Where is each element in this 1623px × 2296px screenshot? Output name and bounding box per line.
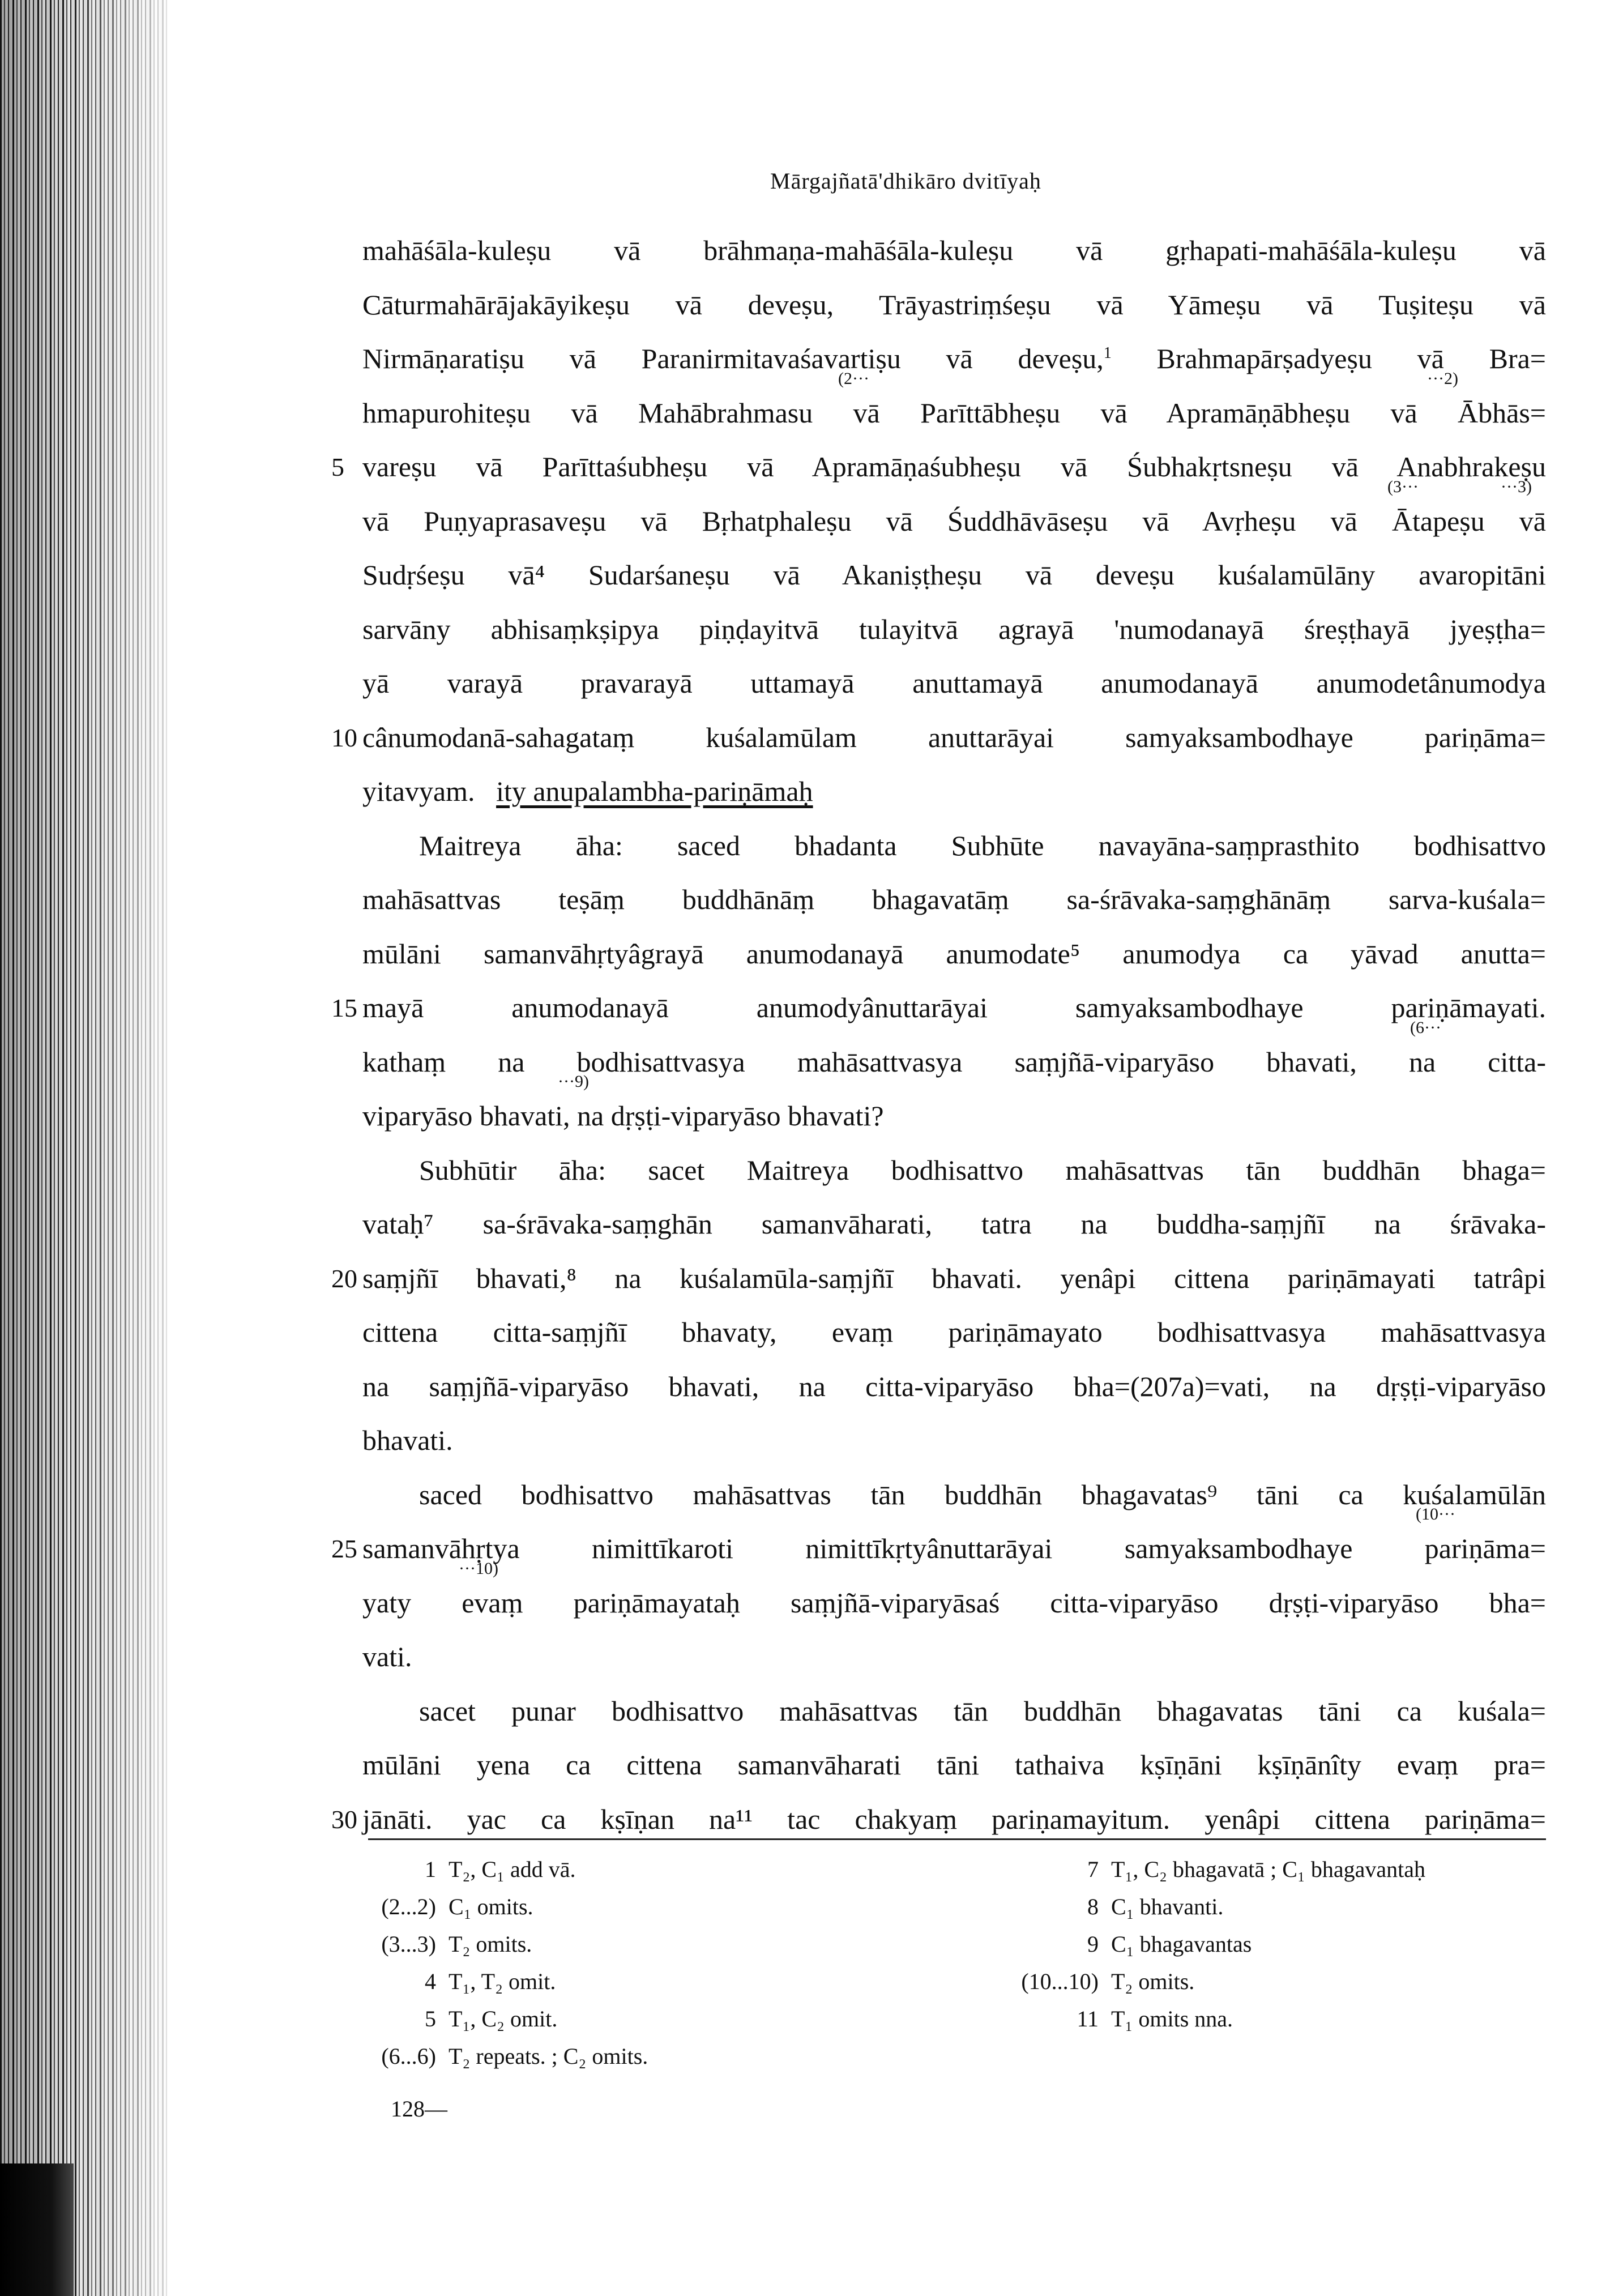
footnote: 7 T₁, C₂ bhagavatā ; C₁ bhagavantaḥ xyxy=(1087,1857,1425,1882)
text-line: 25 (10··· samanvāhṛtya nimittīkaroti nimittīkṛtyânuttarāyai samyaksambodhaye pariṇāma= xyxy=(362,1522,1546,1576)
footnote: 1 T₂, C₁ add vā. xyxy=(425,1857,576,1882)
text-line: mūlāni yena ca cittena samanvāharati tāni tathaiva kṣīṇāni kṣīṇānîty evaṃ pra= xyxy=(362,1749,1546,1781)
footnote: (6...6) T₂ repeats. ; C₂ omits. xyxy=(381,2043,648,2069)
text-line: Subhūtir āha: sacet Maitreya bodhisattvo mahāsattvas tān buddhān bhaga= xyxy=(419,1154,1546,1186)
variant-mark: ···10) xyxy=(459,1559,498,1578)
variant-mark: (6··· xyxy=(1410,1018,1441,1037)
text-line: Sudṛśeṣu vā⁴ Sudarśaneṣu vā Akaniṣṭheṣu vā deveṣu kuśalamūlāny avaropitāni xyxy=(362,559,1546,591)
text-line: ···9) viparyāso bhavati, na dṛṣṭi-viparyāso bhavati? xyxy=(362,1072,884,1132)
text-line: yā varayā pravarayā uttamayā anuttamayā anumodanayā anumodetânumodya xyxy=(362,667,1546,699)
text-line: saced bodhisattvo mahāsattvas tān buddhān bhagavatas⁹ tāni ca kuśalamūlān xyxy=(419,1478,1546,1510)
line-number: 15 xyxy=(331,993,357,1022)
text-line: (3··· ···3) vā Puṇyaprasaveṣu vā Bṛhatphaleṣu vā Śuddhāvāseṣu vā Avṛheṣu vā Ātapeṣu vā xyxy=(362,477,1546,537)
text-line: 20 saṃjñī bhavati,⁸ na kuśalamūla-saṃjñī bhavati. yenâpi cittena pariṇāmayati tatrâpi xyxy=(362,1252,1546,1306)
text-line: yitavyam. ity anupalambha-pariṇāmaḥ xyxy=(362,775,813,807)
footnote: (10...10) T₂ omits. xyxy=(1021,1969,1195,1994)
text-line: cittena citta-saṃjñī bhavaty, evaṃ pariṇāmayato bodhisattvasya mahāsattvasya xyxy=(362,1316,1546,1348)
line-number: 5 xyxy=(331,453,344,481)
footnote: 9 C₁ bhagavantas xyxy=(1087,1931,1252,1957)
text-line: 30 jānāti. yac ca kṣīṇan na¹¹ tac chakyaṃ pariṇamayitum. yenâpi cittena pariṇāma= xyxy=(362,1793,1546,1847)
text-line: vati. xyxy=(362,1641,412,1672)
footnote: 4 T₁, T₂ omit. xyxy=(425,1969,556,1994)
line-number: 20 xyxy=(331,1264,357,1293)
text-line: Cāturmahārājakāyikeṣu vā deveṣu, Trāyastriṃśeṣu vā Yāmeṣu vā Tuṣiteṣu vā xyxy=(362,288,1546,321)
text-line: mūlāni samanvāhṛtyâgrayā anumodanayā anumodate⁵ anumodya ca yāvad anutta= xyxy=(362,937,1546,970)
text-line: 10 cânumodanā-sahagataṃ kuśalamūlam anuttarāyai samyaksambodhaye pariṇāma= xyxy=(362,711,1546,765)
text-line: 5 vareṣu vā Parīttaśubheṣu vā Apramāṇaśubheṣu vā Śubhakṛtsneṣu vā Anabhrakeṣu xyxy=(362,440,1546,494)
footnote: 8 C₁ bhavanti. xyxy=(1087,1894,1224,1919)
line-number: 10 xyxy=(331,723,357,752)
text-line: ···10) yaty evaṃ pariṇāmayataḥ saṃjñā-viparyāsaś citta-viparyāso dṛṣṭi-viparyāso bha= xyxy=(362,1559,1546,1619)
text-line: mahāśāla-kuleṣu vā brāhmaṇa-mahāśāla-kuleṣu vā gṛhapati-mahāśāla-kuleṣu vā xyxy=(362,234,1546,266)
scan-binding-shadow xyxy=(0,2163,74,2296)
variant-mark: ···2) xyxy=(1427,369,1458,388)
variant-mark: (3··· xyxy=(1387,477,1419,496)
footnote: 5 T₁, C₂ omit. xyxy=(425,2006,558,2032)
variant-mark: ···9) xyxy=(558,1072,589,1091)
text-line: sacet punar bodhisattvo mahāsattvas tān buddhān bhagavatas tāni ca kuśala= xyxy=(419,1695,1546,1727)
text-line: na saṃjñā-viparyāso bhavati, na citta-viparyāso bha=(207a)=vati, na dṛṣṭi-viparyāso xyxy=(362,1370,1546,1402)
text-line: bhavati. xyxy=(362,1424,453,1456)
text-line: Maitreya āha: saced bhadanta Subhūte navayāna-saṃprasthito bodhisattvo xyxy=(419,829,1546,861)
footnote: 11 T₁ omits nna. xyxy=(1077,2006,1233,2032)
text-line: sarvāny abhisaṃkṣipya piṇḍayitvā tulayitvā agrayā 'numodanayā śreṣṭhayā jyeṣṭha= xyxy=(362,613,1546,645)
footnote: (2...2) C₁ omits. xyxy=(381,1894,533,1919)
text-line: (6··· kathaṃ na bodhisattvasya mahāsattvasya saṃjñā-viparyāso bhavati, na citta- xyxy=(362,1018,1546,1078)
text-line: vataḥ⁷ sa-śrāvaka-saṃghān samanvāharati, tatra na buddha-saṃjñī na śrāvaka- xyxy=(362,1208,1546,1240)
running-head: Mārgajñatā'dhikāro dvitīyaḥ xyxy=(770,168,1041,194)
line-number: 30 xyxy=(331,1804,357,1834)
footnote-ref: 1 xyxy=(1103,344,1112,362)
page-number: 128— xyxy=(391,2096,447,2122)
variant-mark: (10··· xyxy=(1416,1505,1455,1523)
section-colophon: ity anupalambha-pariṇāmaḥ xyxy=(496,775,813,807)
text-line: mahāsattvas teṣāṃ buddhānāṃ bhagavatāṃ sa-śrāvaka-saṃghānāṃ sarva-kuśala= xyxy=(362,884,1546,915)
scan-binding-edge xyxy=(0,0,170,2296)
text-line: 15 mayā anumodanayā anumodyânuttarāyai samyaksambodhaye pariṇāmayati. xyxy=(362,981,1546,1035)
variant-mark: ···3) xyxy=(1501,477,1532,496)
main-text xyxy=(331,224,1546,1846)
variant-mark: (2··· xyxy=(838,369,869,388)
text-line: (2··· ···2) hmapurohiteṣu vā Mahābrahmasu vā Parīttābheṣu vā Apramāṇābheṣu vā Ābhās= xyxy=(362,369,1546,429)
text-line: Nirmāṇaratiṣu vā Paranirmitavaśavartiṣu vā deveṣu,$^1$ Brahmapārṣadyeṣu vā Bra= xyxy=(362,343,1546,374)
footnote-rule xyxy=(368,1838,1546,1840)
line-number: 25 xyxy=(331,1534,357,1563)
footnote: (3...3) T₂ omits. xyxy=(381,1931,532,1957)
